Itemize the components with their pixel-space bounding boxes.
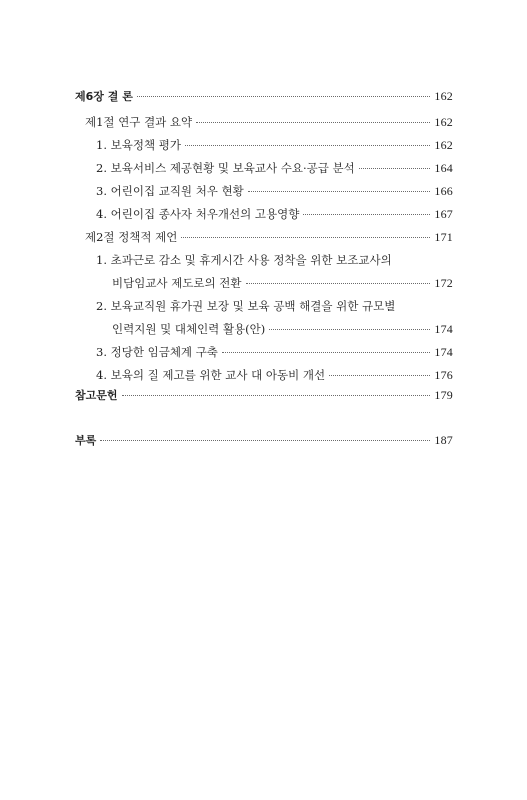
toc-chapter-6-title: 제6장 결 론 <box>75 90 133 103</box>
toc-item[interactable] <box>96 344 453 360</box>
dot-leader <box>185 145 430 146</box>
toc-item-page: 162 <box>434 138 453 152</box>
toc-item-page: 164 <box>434 161 453 175</box>
toc-item-title: 2. 보육서비스 제공현황 및 보육교사 수요·공급 분석 <box>96 161 355 175</box>
toc-item-title: 4. 보육의 질 제고를 위한 교사 대 아동비 개선 <box>96 368 326 382</box>
toc-item[interactable] <box>96 137 453 153</box>
dot-leader <box>329 375 430 376</box>
toc-chapter-6[interactable] <box>75 88 453 104</box>
toc-item-title: 3. 정당한 임금체계 구축 <box>96 345 218 359</box>
toc-item[interactable] <box>112 321 453 337</box>
toc-item-line-1[interactable]: 1. 초과근로 감소 및 휴게시간 사용 정착을 위한 보조교사의 <box>96 253 392 267</box>
toc-section-2-title: 제2절 정책적 제언 <box>85 230 178 244</box>
dot-leader <box>248 191 431 192</box>
toc-item[interactable] <box>96 367 453 383</box>
toc-section-1-title: 제1절 연구 결과 요약 <box>85 115 193 129</box>
dot-leader <box>122 395 431 396</box>
toc-appendix-title: 부록 <box>75 434 97 447</box>
toc-item-title-continued: 인력지원 및 대체인력 활용(안) <box>112 322 266 336</box>
dot-leader <box>269 329 430 330</box>
toc-appendix[interactable] <box>75 432 453 448</box>
toc-item-title: 1. 보육정책 평가 <box>96 138 181 152</box>
toc-item[interactable] <box>96 160 453 176</box>
toc-appendix-page: 187 <box>434 433 453 447</box>
toc-item-page: 167 <box>434 207 453 221</box>
toc-references[interactable] <box>75 387 453 403</box>
toc-item-page: 166 <box>434 184 453 198</box>
toc-item[interactable] <box>112 275 453 291</box>
toc-item[interactable] <box>96 183 453 199</box>
toc-references-title: 참고문헌 <box>75 389 118 402</box>
dot-leader <box>359 168 431 169</box>
toc-section-1[interactable] <box>85 114 453 130</box>
toc-item[interactable] <box>96 206 453 222</box>
toc-chapter-6-page: 162 <box>434 89 453 103</box>
dot-leader <box>222 352 430 353</box>
toc-references-page: 179 <box>434 388 453 402</box>
dot-leader <box>100 440 430 441</box>
toc-item-page: 174 <box>434 345 453 359</box>
dot-leader <box>246 283 431 284</box>
toc-item-page: 172 <box>434 276 453 290</box>
toc-item-page: 176 <box>434 368 453 382</box>
toc-item-page: 174 <box>434 322 453 336</box>
dot-leader <box>137 96 431 97</box>
toc-section-2-page: 171 <box>434 230 453 244</box>
toc-section-1-page: 162 <box>434 115 453 129</box>
toc-item-title: 3. 어린이집 교직원 처우 현황 <box>96 184 244 198</box>
dot-leader <box>196 122 430 123</box>
dot-leader <box>303 214 430 215</box>
toc-item-title: 4. 어린이집 종사자 처우개선의 고용영향 <box>96 207 300 221</box>
dot-leader <box>181 237 430 238</box>
toc-item-line-1[interactable]: 2. 보육교직원 휴가권 보장 및 보육 공백 해결을 위한 규모별 <box>96 299 396 313</box>
toc-section-2[interactable] <box>85 229 453 245</box>
toc-item-title-continued: 비담임교사 제도로의 전환 <box>112 276 242 290</box>
